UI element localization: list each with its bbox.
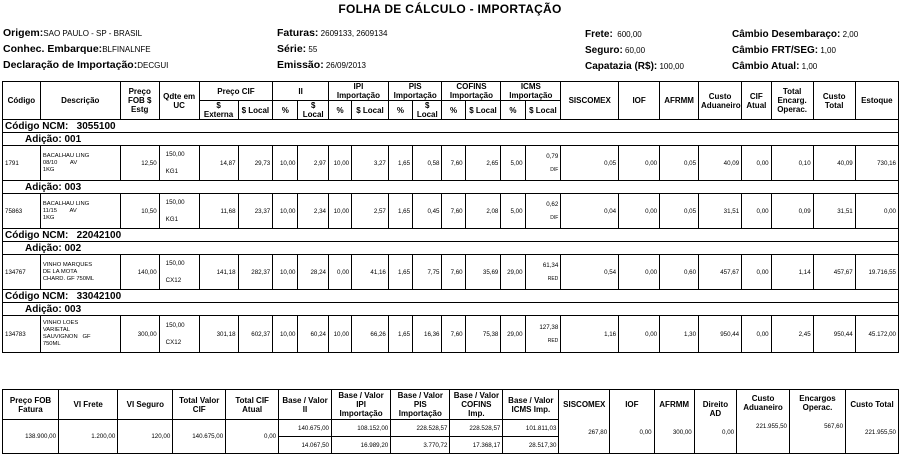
cell-icms [525, 146, 561, 181]
cell-afrmm: 1,30 [660, 316, 699, 353]
col-ii-pct: % [273, 101, 298, 120]
foot-col-siscomex [559, 390, 610, 454]
cell-descricao: VINHO MARQUES DE LA MOTA CHARD. GF 750ML [40, 255, 120, 290]
cell-codigo: 75863 [3, 194, 41, 229]
qtde-value: 150,00 [165, 151, 185, 158]
foot-col-total-valor-cif: Total Valor CIF [173, 390, 226, 420]
cell-icms-pct: 29,00 [501, 316, 525, 353]
cell-codigo: 134767 [3, 255, 41, 290]
ncm-row [3, 290, 899, 303]
cell-cofins-pct: 7,60 [442, 255, 465, 290]
origem-field [3, 27, 142, 39]
ncm-label: Código NCM: [5, 290, 69, 302]
cell-custo-aduaneiro: 950,44 [699, 316, 742, 353]
col-pis: PIS Importação [388, 82, 442, 101]
items-table [2, 81, 899, 353]
col-preco-fob: Preço FOB $ Estg [120, 82, 159, 120]
cell-qtde [159, 255, 199, 290]
declaracao-field [3, 59, 168, 71]
cell-cif-externa: 14,87 [199, 146, 238, 181]
adicao-cell [3, 242, 899, 255]
emissao-value: 26/09/2013 [325, 61, 366, 70]
foot-total-cif-atual: 0,00 [226, 420, 279, 454]
cell-icms-pct: 5,00 [501, 194, 525, 229]
foot-col-ipi: Base / Valor IPI Importação [331, 390, 390, 420]
adicao-value: 003 [64, 181, 82, 193]
cell-custo-total: 457,67 [813, 255, 855, 290]
seguro-field [585, 45, 645, 56]
qtde-value: 150,00 [165, 199, 185, 206]
foot-col-direito-ad-label: Direito AD [702, 400, 729, 418]
col-icms-local: $ Local [525, 101, 561, 120]
cambio-atual-value: 1,00 [801, 62, 818, 71]
cell-cif-local: 23,37 [238, 194, 273, 229]
cell-cif-local: 282,37 [238, 255, 273, 290]
cell-icms-pct: 5,00 [501, 146, 525, 181]
col-descricao: Descrição [40, 82, 120, 120]
foot-col-cofins: Base / Valor COFINS Imp. [450, 390, 503, 420]
col-ipi: IPI Importação [328, 82, 388, 101]
cell-afrmm: 0,05 [660, 194, 699, 229]
foot-fob: 138.900,00 [3, 420, 59, 454]
col-estoque: Estoque [855, 82, 898, 120]
col-custo-aduaneiro: Custo Aduaneiro [699, 82, 742, 120]
icms-tipo: DIF [550, 166, 559, 173]
cell-ii-valor: 2,97 [298, 146, 329, 181]
foot-col-frete: VI Frete [59, 390, 118, 420]
declaracao-label: Declaração de Importação: [3, 59, 138, 71]
col-preco-cif: Preço CIF [199, 82, 273, 101]
adicao-cell [3, 181, 899, 194]
cell-cif-externa: 141,18 [199, 255, 238, 290]
uc-value: KG1 [165, 168, 179, 175]
cell-cif-local: 29,73 [238, 146, 273, 181]
capatazia-label: Capatazia (R$): [585, 61, 658, 72]
cell-descricao: BACALHAU LING 08/10 AV 1KG [40, 146, 120, 181]
cambio-atual-field [732, 61, 817, 72]
foot-col-seguro: VI Seguro [118, 390, 173, 420]
cell-qtde [159, 316, 199, 353]
cell-descricao: VINHO LOES VARIETAL SAUVIGNON GF 750ML [40, 316, 120, 353]
col-ipi-local: $ Local [352, 101, 389, 120]
foot-ii-base: 140.675,00 [279, 420, 332, 437]
cell-descricao: BACALHAU LING 11/15 AV 1KG [40, 194, 120, 229]
foot-seguro: 120,00 [118, 420, 173, 454]
icms-valor: 61,34 [542, 261, 559, 269]
col-ii-local: $ Local [298, 101, 329, 120]
col-cif-local: $ Local [238, 101, 273, 120]
cell-cofins-valor: 2,65 [465, 146, 501, 181]
declaracao-value: DECGUI [137, 61, 169, 70]
adicao-cell [3, 133, 899, 146]
cell-ii-pct: 10,00 [273, 194, 298, 229]
col-codigo: Código [3, 82, 41, 120]
cell-total-encarg: 1,14 [771, 255, 813, 290]
foot-pis-valor: 3.770,72 [391, 437, 450, 454]
uc-value: KG1 [165, 216, 179, 223]
adicao-label: Adição: [25, 242, 62, 254]
cell-custo-total: 31,51 [813, 194, 855, 229]
seguro-value: 60,00 [625, 46, 646, 55]
col-cif-atual: CIF Atual [742, 82, 771, 120]
foot-icms-valor: 28.517,30 [503, 437, 559, 454]
cambio-frt-value: 1,00 [820, 46, 836, 55]
cell-ipi-pct: 10,00 [328, 194, 351, 229]
capatazia-value: 100,00 [659, 62, 684, 71]
frete-value: 600,00 [617, 30, 642, 39]
cell-afrmm: 0,60 [660, 255, 699, 290]
cell-estoque: 0,00 [855, 194, 898, 229]
col-afrmm: AFRMM [660, 82, 699, 120]
foot-total-value: 221.955,50 [865, 429, 896, 436]
foot-col-afrmm [654, 390, 694, 454]
capatazia-field [585, 61, 684, 72]
adicao-value: 002 [64, 242, 82, 254]
icms-valor: 0,62 [546, 200, 559, 208]
cell-cofins-pct: 7,60 [442, 146, 465, 181]
cell-cofins-pct: 7,60 [442, 316, 465, 353]
foot-cofins-valor: 17.368,17 [450, 437, 503, 454]
col-icms: ICMS Importação [501, 82, 561, 101]
cell-total-encarg: 0,09 [771, 194, 813, 229]
foot-cofins-base: 228.528,57 [450, 420, 503, 437]
table-row [3, 255, 899, 290]
cell-preco-fob: 140,00 [120, 255, 159, 290]
qtde-value: 150,00 [165, 322, 185, 329]
faturas-label: Faturas: [277, 27, 319, 39]
foot-ipi-base: 108.152,00 [331, 420, 390, 437]
cell-cif-local: 602,37 [238, 316, 273, 353]
cell-ipi-valor: 41,16 [352, 255, 389, 290]
cell-siscomex: 1,16 [561, 316, 619, 353]
frete-field [585, 29, 642, 40]
adicao-value: 003 [64, 303, 82, 315]
faturas-value: 2609133, 2609134 [320, 29, 388, 38]
foot-dad-value: 0,00 [722, 429, 735, 436]
cell-cif-atual: 0,00 [742, 146, 771, 181]
ncm-row [3, 120, 899, 133]
cell-ii-valor: 28,24 [298, 255, 329, 290]
icms-valor: 127,38 [539, 323, 559, 331]
cell-cofins-valor: 2,08 [465, 194, 501, 229]
foot-col-siscomex-label: SISCOMEX [563, 400, 606, 409]
ncm-label: Código NCM: [5, 229, 69, 241]
cell-preco-fob: 300,00 [120, 316, 159, 353]
foot-sis-value: 267,80 [588, 429, 608, 436]
foot-col-encargos [789, 390, 845, 454]
cell-ipi-valor: 66,26 [352, 316, 389, 353]
adicao-label: Adição: [25, 181, 62, 193]
cell-ipi-valor: 3,27 [352, 146, 389, 181]
totals-table [2, 389, 899, 454]
cell-cofins-pct: 7,60 [442, 194, 465, 229]
col-custo-total: Custo Total [813, 82, 855, 120]
cell-custo-aduaneiro: 40,09 [699, 146, 742, 181]
cell-ipi-pct: 0,00 [328, 255, 351, 290]
foot-afrmm-value: 300,00 [672, 429, 692, 436]
ncm-cell [3, 229, 899, 242]
foot-col-iof-label: IOF [625, 400, 639, 409]
table-row [3, 194, 899, 229]
emissao-label: Emissão: [277, 59, 324, 71]
icms-tipo: RED [547, 337, 559, 344]
cell-icms-pct: 29,00 [501, 255, 525, 290]
emissao-field [277, 59, 366, 71]
ncm-cell [3, 120, 899, 133]
col-iof: IOF [619, 82, 660, 120]
uc-value: CX12 [165, 339, 182, 346]
cell-ipi-pct: 10,00 [328, 146, 351, 181]
foot-col-custo-total [846, 390, 899, 454]
seguro-label: Seguro: [585, 45, 623, 56]
cell-afrmm: 0,05 [660, 146, 699, 181]
ncm-label: Código NCM: [5, 120, 69, 132]
icms-tipo: DIF [550, 214, 559, 221]
foot-col-encargos-label: Encargos Operac. [799, 394, 836, 412]
cell-codigo: 134783 [3, 316, 41, 353]
foot-frete: 1.200,00 [59, 420, 118, 454]
adicao-row [3, 181, 899, 194]
page-title: FOLHA DE CÁLCULO - IMPORTAÇÃO [338, 2, 562, 16]
ncm-value: 33042100 [76, 290, 122, 302]
foot-col-fob: Preço FOB Fatura [3, 390, 59, 420]
cell-custo-total: 40,09 [813, 146, 855, 181]
adicao-row [3, 242, 899, 255]
col-qtde: Qdte em UC [159, 82, 199, 120]
cell-custo-aduaneiro: 457,67 [699, 255, 742, 290]
origem-label: Origem: [3, 27, 44, 39]
adicao-row [3, 133, 899, 146]
cell-ii-pct: 10,00 [273, 146, 298, 181]
foot-ipi-valor: 16.989,20 [331, 437, 390, 454]
cell-pis-valor: 0,45 [413, 194, 442, 229]
foot-col-pis: Base / Valor PIS Importação [391, 390, 450, 420]
cell-cif-atual: 0,00 [742, 194, 771, 229]
cell-iof: 0,00 [619, 255, 660, 290]
col-ii: II [273, 82, 329, 101]
table-row [3, 316, 899, 353]
col-pis-pct: % [388, 101, 412, 120]
conhec-value: BLFINALNFE [102, 45, 151, 54]
cell-preco-fob: 10,50 [120, 194, 159, 229]
cell-cif-externa: 301,18 [199, 316, 238, 353]
foot-ii-valor: 14.067,50 [279, 437, 332, 454]
foot-iof-value: 0,00 [639, 429, 652, 436]
cell-ii-pct: 10,00 [273, 316, 298, 353]
cambio-desembaraco-label: Câmbio Desembaraço: [732, 29, 841, 40]
foot-adu-value: 221.955,50 [756, 423, 787, 430]
cambio-frt-field [732, 45, 836, 56]
cell-ii-valor: 60,24 [298, 316, 329, 353]
foot-col-custo-aduaneiro-label: Custo Aduaneiro [743, 394, 783, 412]
conhec-label: Conhec. Embarque: [3, 43, 103, 55]
qtde-value: 150,00 [165, 260, 185, 267]
icms-valor: 0,79 [546, 152, 559, 160]
cell-siscomex: 0,54 [561, 255, 619, 290]
col-cofins-pct: % [442, 101, 465, 120]
cell-estoque: 45.172,00 [855, 316, 898, 353]
foot-col-direito-ad [694, 390, 736, 454]
cell-ii-pct: 10,00 [273, 255, 298, 290]
ncm-value: 22042100 [76, 229, 122, 241]
cell-ipi-pct: 10,00 [328, 316, 351, 353]
col-pis-local: $ Local [413, 101, 442, 120]
cell-cif-atual: 0,00 [742, 255, 771, 290]
foot-col-iof [610, 390, 654, 454]
serie-label: Série: [277, 43, 307, 55]
cell-ipi-valor: 2,57 [352, 194, 389, 229]
cell-siscomex: 0,05 [561, 146, 619, 181]
cambio-desembaraco-value: 2,00 [842, 30, 859, 39]
serie-field [277, 43, 317, 55]
foot-col-total-cif-atual: Total CIF Atual [226, 390, 279, 420]
cell-icms [525, 255, 561, 290]
cell-estoque: 19.716,55 [855, 255, 898, 290]
ncm-row [3, 229, 899, 242]
adicao-label: Adição: [25, 303, 62, 315]
col-cif-externa: $ Externa [199, 101, 238, 120]
cell-icms [525, 194, 561, 229]
adicao-row [3, 303, 899, 316]
cell-total-encarg: 2,45 [771, 316, 813, 353]
cell-pis-pct: 1,65 [388, 255, 412, 290]
cell-cif-externa: 11,68 [199, 194, 238, 229]
col-cofins: COFINS Importação [442, 82, 501, 101]
cell-siscomex: 0,04 [561, 194, 619, 229]
cambio-desembaraco-field [732, 29, 858, 40]
foot-pis-base: 228.528,57 [391, 420, 450, 437]
foot-total-valor-cif: 140.675,00 [173, 420, 226, 454]
col-icms-pct: % [501, 101, 525, 120]
origem-value: SAO PAULO - SP - BRASIL [43, 29, 143, 38]
ncm-cell [3, 290, 899, 303]
foot-col-custo-total-label: Custo Total [850, 400, 894, 409]
cambio-frt-label: Câmbio FRT/SEG: [732, 45, 819, 56]
cell-pis-pct: 1,65 [388, 146, 412, 181]
cell-cofins-valor: 35,69 [465, 255, 501, 290]
cell-codigo: 1791 [3, 146, 41, 181]
cell-qtde [159, 194, 199, 229]
cell-ii-valor: 2,34 [298, 194, 329, 229]
cell-pis-valor: 16,36 [413, 316, 442, 353]
cell-custo-total: 950,44 [813, 316, 855, 353]
cell-total-encarg: 0,10 [771, 146, 813, 181]
foot-enc-value: 567,60 [824, 423, 844, 430]
adicao-value: 001 [64, 133, 82, 145]
foot-icms-base: 101.811,03 [503, 420, 559, 437]
cell-iof: 0,00 [619, 316, 660, 353]
foot-col-afrmm-label: AFRMM [659, 400, 690, 409]
cell-estoque: 730,16 [855, 146, 898, 181]
serie-value: 55 [308, 45, 318, 54]
adicao-cell [3, 303, 899, 316]
cell-qtde [159, 146, 199, 181]
cambio-atual-label: Câmbio Atual: [732, 61, 800, 72]
cell-icms [525, 316, 561, 353]
cell-cif-atual: 0,00 [742, 316, 771, 353]
foot-col-icms: Base / Valor ICMS Imp. [503, 390, 559, 420]
icms-tipo: RED [547, 275, 559, 282]
cell-iof: 0,00 [619, 146, 660, 181]
conhec-field [3, 43, 151, 55]
cell-iof: 0,00 [619, 194, 660, 229]
adicao-label: Adição: [25, 133, 62, 145]
table-row [3, 146, 899, 181]
cell-pis-valor: 7,75 [413, 255, 442, 290]
faturas-field [277, 27, 387, 39]
foot-col-custo-aduaneiro [737, 390, 790, 454]
cell-custo-aduaneiro: 31,51 [699, 194, 742, 229]
uc-value: CX12 [165, 277, 182, 284]
ncm-value: 3055100 [76, 120, 116, 132]
cell-pis-pct: 1,65 [388, 316, 412, 353]
col-ipi-pct: % [328, 101, 351, 120]
col-siscomex: SISCOMEX [561, 82, 619, 120]
frete-label: Frete: [585, 29, 613, 40]
cell-pis-pct: 1,65 [388, 194, 412, 229]
cell-pis-valor: 0,58 [413, 146, 442, 181]
col-cofins-local: $ Local [465, 101, 501, 120]
cell-cofins-valor: 75,38 [465, 316, 501, 353]
foot-col-ii: Base / Valor II [279, 390, 332, 420]
col-total-encarg: Total Encarg. Operac. [771, 82, 813, 120]
cell-preco-fob: 12,50 [120, 146, 159, 181]
